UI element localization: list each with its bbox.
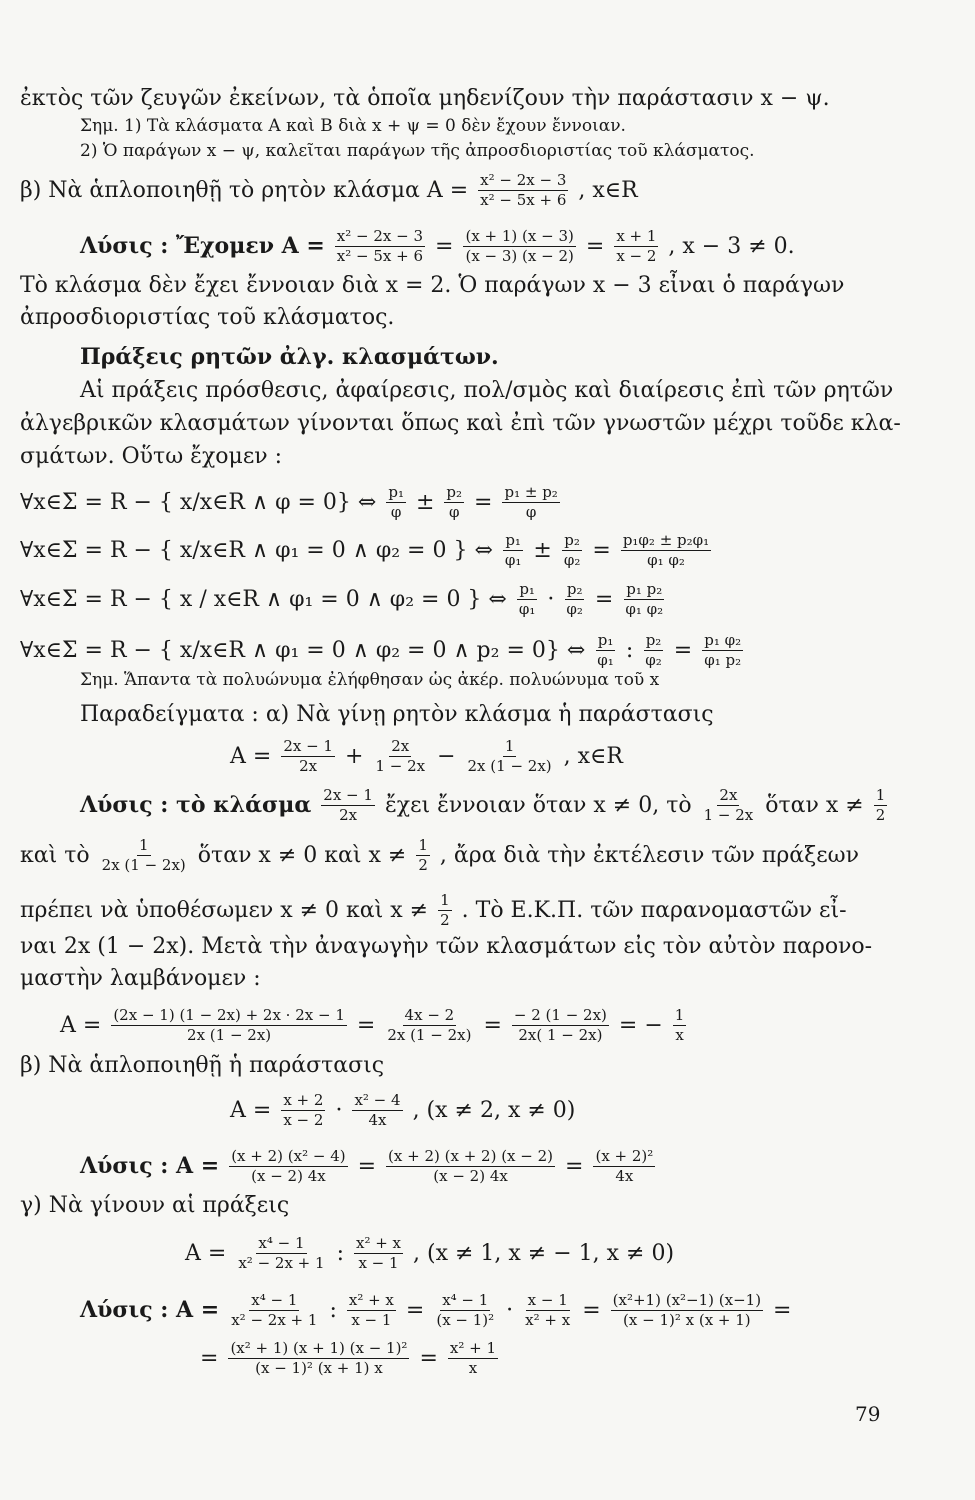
- denominator: 2x( 1 − 2x): [518, 1026, 603, 1045]
- text-segment: . Τὸ Ε.Κ.Π. τῶν παρανομαστῶν εἶ-: [461, 897, 847, 923]
- fraction: [281, 738, 335, 776]
- fraction: [478, 172, 568, 210]
- denominator: x² − 5x + 6: [480, 191, 567, 210]
- numerator: 2x − 1: [321, 787, 375, 806]
- numerator: x² − 2x − 3: [335, 228, 425, 247]
- formula-line: [200, 1340, 501, 1378]
- formula-line: [230, 738, 623, 776]
- text-segment: Λύσις : Α =: [80, 1296, 220, 1323]
- text-segment: =: [419, 1345, 438, 1371]
- text-segment: ·: [335, 1097, 343, 1123]
- fraction: [623, 581, 665, 619]
- formula-line: [60, 1007, 689, 1045]
- text-segment: =: [357, 1153, 377, 1179]
- text-segment: =: [773, 1297, 792, 1323]
- text-segment: =: [673, 637, 693, 663]
- fraction: [702, 632, 743, 670]
- numerator: (x + 1) (x − 3): [463, 228, 575, 247]
- numerator: 1: [503, 738, 517, 757]
- text-segment: ·: [547, 586, 555, 612]
- text-segment: = −: [618, 1012, 663, 1038]
- denominator: x² + x: [525, 1311, 571, 1330]
- text-segment: , (x ≠ 2, x ≠ 0): [412, 1097, 576, 1123]
- numerator: x⁴ − 1: [440, 1292, 490, 1311]
- numerator: x + 2: [281, 1092, 325, 1111]
- numerator: x² + x: [354, 1235, 403, 1254]
- numerator: (2x − 1) (1 − 2x) + 2x · 2x − 1: [111, 1007, 347, 1026]
- text-line: σμάτων. Οὕτω ἔχομεν :: [20, 444, 283, 469]
- formula-line: [80, 787, 890, 825]
- text-segment: , x∈R: [578, 177, 638, 203]
- denominator: φ₁: [518, 600, 536, 619]
- numerator: p₂: [444, 484, 464, 503]
- denominator: φ₁: [597, 651, 614, 670]
- text-segment: =: [435, 233, 454, 259]
- note-line: Σημ. Ἅπαντα τὰ πολυώνυμα ἐλήφθησαν ὡς ἀκέρ. πολυώνυμα τοῦ x: [80, 670, 660, 690]
- text-line: Αἱ πράξεις πρόσθεσις, ἀφαίρεσις, πολ/σμὸς καὶ διαίρεσις ἐπὶ τῶν ρητῶν: [80, 378, 894, 403]
- text-segment: πρέπει νὰ ὑποθέσωμεν x ≠ 0 καὶ x ≠: [20, 897, 429, 923]
- text-line: ἀλγεβρικῶν κλασμάτων γίνονται ὅπως καὶ ἐπὶ τῶν γνωστῶν μέχρι τοῦδε κλα-: [20, 411, 901, 436]
- denominator: 2x (1 − 2x): [387, 1026, 472, 1045]
- numerator: p₁: [503, 532, 523, 551]
- fraction: [347, 1292, 396, 1330]
- numerator: 1: [874, 787, 888, 806]
- note-line: Σημ. 1) Τὰ κλάσματα Α καὶ Β διὰ x + ψ = 0 δὲν ἔχουν ἔννοιαν.: [80, 116, 626, 136]
- text-segment: , x − 3 ≠ 0.: [668, 233, 795, 259]
- denominator: x: [675, 1026, 684, 1045]
- text-segment: =: [594, 586, 614, 612]
- numerator: p₁: [596, 632, 616, 651]
- numerator: p₁φ₂ ± p₂φ₁: [621, 532, 711, 551]
- denominator: φ: [448, 503, 460, 522]
- fraction: [621, 532, 711, 570]
- formula-line: [20, 892, 847, 930]
- text-segment: καὶ τὸ: [20, 842, 90, 868]
- fraction: [614, 228, 658, 266]
- fraction: [228, 1340, 409, 1378]
- fraction: [229, 1148, 347, 1186]
- denominator: 1 − 2x: [703, 806, 754, 825]
- fraction: [386, 484, 406, 522]
- text-segment: =: [200, 1345, 219, 1371]
- fraction: [562, 532, 583, 570]
- numerator: p₁ p₂: [624, 581, 664, 600]
- text-segment: =: [483, 1012, 502, 1038]
- numerator: x⁴ − 1: [256, 1235, 306, 1254]
- numerator: 1: [416, 837, 430, 856]
- text-segment: :: [336, 1240, 344, 1266]
- numerator: x² − 2x − 3: [478, 172, 568, 191]
- fraction: [236, 1235, 326, 1273]
- numerator: (x²+1) (x²−1) (x−1): [611, 1292, 763, 1311]
- denominator: x: [468, 1359, 478, 1378]
- text-segment: Α =: [60, 1012, 102, 1038]
- fraction: [874, 787, 888, 825]
- denominator: (x − 2) 4x: [433, 1167, 508, 1186]
- denominator: φ₂: [566, 600, 583, 619]
- fraction: [466, 738, 554, 776]
- formula-line: [20, 581, 668, 619]
- text-line: β) Νὰ ἁπλοποιηθῇ ἡ παράστασις: [20, 1053, 385, 1078]
- text-segment: , ἄρα διὰ τὴν ἐκτέλεσιν τῶν πράξεων: [439, 842, 859, 868]
- denominator: x − 2: [616, 247, 657, 266]
- text-segment: ±: [415, 489, 435, 515]
- text-segment: =: [582, 1297, 601, 1323]
- numerator: 1: [673, 1007, 687, 1026]
- numerator: 4x − 2: [403, 1007, 457, 1026]
- denominator: 1 − 2x: [375, 757, 426, 776]
- denominator: (x − 1)² (x + 1) x: [255, 1359, 383, 1378]
- text-segment: ∀x∈Σ = R − { x/x∈R ∧ φ₁ = 0 ∧ φ₂ = 0 ∧ p₂ = 0} ⇔: [20, 637, 586, 663]
- numerator: p₂: [562, 532, 582, 551]
- fraction: [352, 1092, 402, 1130]
- denominator: x² − 5x + 6: [336, 247, 424, 266]
- denominator: 2x (1 − 2x): [467, 757, 552, 776]
- text-segment: β) Νὰ ἁπλοποιηθῇ τὸ ρητὸν κλάσμα Α =: [20, 177, 469, 203]
- formula-line: [20, 484, 563, 522]
- text-segment: =: [565, 1153, 584, 1179]
- text-line: Τὸ κλάσμα δὲν ἔχει ἔννοιαν διὰ x = 2. Ὁ παράγων x − 3 εἶναι ὁ παράγων: [20, 273, 845, 298]
- fraction: [593, 1148, 655, 1186]
- fraction: [702, 787, 756, 825]
- fraction: [281, 1092, 325, 1130]
- fraction: [386, 1148, 555, 1186]
- examples-heading: Παραδείγματα : α) Νὰ γίνῃ ρητὸν κλάσμα ἡ παράστασις: [80, 702, 714, 727]
- fraction: [438, 892, 452, 930]
- text-segment: Α =: [230, 743, 272, 769]
- fraction: [100, 837, 188, 875]
- text-segment: ∀x∈Σ = R − { x/x∈R ∧ φ₁ = 0 ∧ φ₂ = 0 } ⇔: [20, 537, 493, 563]
- denominator: 4x: [615, 1167, 634, 1186]
- fraction: [335, 228, 425, 266]
- formula-line: [80, 1148, 658, 1186]
- text-line: μαστὴν λαμβάνομεν :: [20, 966, 261, 991]
- denominator: φ₁ p₂: [704, 651, 742, 670]
- fraction: [444, 484, 464, 522]
- text-segment: ·: [506, 1297, 514, 1323]
- numerator: x + 1: [614, 228, 658, 247]
- text-segment: ὅταν x ≠: [765, 792, 864, 818]
- denominator: x − 1: [351, 1311, 392, 1330]
- fraction: [463, 228, 575, 266]
- numerator: x − 1: [526, 1292, 570, 1311]
- fraction: [517, 581, 538, 619]
- numerator: − 2 (1 − 2x): [512, 1007, 609, 1026]
- fraction: [502, 484, 559, 522]
- denominator: φ₁ φ₂: [625, 600, 664, 619]
- numerator: (x + 2) (x² − 4): [229, 1148, 347, 1167]
- text-segment: Λύσις : τὸ κλάσμα: [80, 791, 312, 818]
- denominator: 2x (1 − 2x): [187, 1026, 272, 1045]
- text-segment: ἔχει ἔννοιαν ὅταν x ≠ 0, τὸ: [384, 792, 692, 818]
- denominator: x² − 2x + 1: [231, 1311, 318, 1330]
- text-segment: ±: [533, 537, 552, 563]
- text-segment: =: [356, 1012, 376, 1038]
- denominator: φ₁ φ₂: [647, 551, 685, 570]
- denominator: (x − 3) (x − 2): [465, 247, 574, 266]
- denominator: x − 1: [358, 1254, 399, 1273]
- fraction: [385, 1007, 473, 1045]
- fraction: [354, 1235, 403, 1273]
- denominator: x − 2: [283, 1111, 324, 1130]
- text-line: ἐκτὸς τῶν ζευγῶν ἐκείνων, τὰ ὁποῖα μηδενίζουν τὴν παράστασιν x − ψ.: [20, 86, 830, 111]
- denominator: x² − 2x + 1: [238, 1254, 325, 1273]
- text-segment: Λύσις : Α =: [80, 1152, 220, 1179]
- fraction: [373, 738, 427, 776]
- fraction: [434, 1292, 496, 1330]
- denominator: φ₂: [563, 551, 581, 570]
- formula-line: [80, 228, 795, 266]
- numerator: x² + 1: [448, 1340, 498, 1359]
- numerator: p₁: [517, 581, 537, 600]
- numerator: (x² + 1) (x + 1) (x − 1)²: [228, 1340, 409, 1359]
- formula-line: [20, 837, 859, 875]
- denominator: (x − 1)² x (x + 1): [623, 1311, 751, 1330]
- fraction: [611, 1292, 763, 1330]
- numerator: x² − 4: [352, 1092, 402, 1111]
- fraction: [512, 1007, 609, 1045]
- denominator: 2x: [339, 806, 358, 825]
- text-segment: :: [625, 637, 634, 663]
- numerator: 2x − 1: [281, 738, 335, 757]
- denominator: (x − 2) 4x: [251, 1167, 326, 1186]
- denominator: φ₁: [504, 551, 522, 570]
- text-segment: , (x ≠ 1, x ≠ − 1, x ≠ 0): [413, 1240, 675, 1266]
- text-segment: Α =: [230, 1097, 272, 1123]
- numerator: (x + 2)²: [593, 1148, 655, 1167]
- numerator: p₁: [386, 484, 406, 503]
- text-segment: −: [437, 743, 456, 769]
- fraction: [595, 632, 616, 670]
- numerator: p₁ ± p₂: [502, 484, 559, 503]
- text-segment: ∀x∈Σ = R − { x/x∈R ∧ φ = 0} ⇔: [20, 489, 377, 515]
- numerator: 2x: [717, 787, 739, 806]
- section-heading: Πράξεις ρητῶν ἀλγ. κλασμάτων.: [80, 344, 499, 370]
- denominator: 2: [875, 806, 886, 825]
- numerator: x⁴ − 1: [249, 1292, 299, 1311]
- fraction: [111, 1007, 347, 1045]
- fraction: [416, 837, 430, 875]
- numerator: p₂: [644, 632, 664, 651]
- denominator: 4x: [368, 1111, 387, 1130]
- fraction: [503, 532, 524, 570]
- denominator: φ: [525, 503, 537, 522]
- text-segment: Λύσις : Ἔχομεν Α =: [80, 232, 325, 259]
- numerator: x² + x: [347, 1292, 396, 1311]
- text-segment: =: [474, 489, 493, 515]
- formula-line: [20, 532, 714, 570]
- text-segment: :: [329, 1297, 337, 1323]
- text-line: γ) Νὰ γίνουν αἱ πράξεις: [20, 1193, 290, 1218]
- denominator: 2x: [299, 757, 318, 776]
- numerator: p₂: [565, 581, 585, 600]
- formula-line: [20, 172, 638, 210]
- text-segment: =: [585, 233, 605, 259]
- text-segment: , x∈R: [563, 743, 623, 769]
- denominator: φ: [390, 503, 402, 522]
- fraction: [564, 581, 585, 619]
- fraction: [448, 1340, 498, 1378]
- denominator: 2: [440, 911, 450, 930]
- fraction: [321, 787, 375, 825]
- text-line: ἀπροσδιοριστίας τοῦ κλάσματος.: [20, 305, 395, 330]
- text-segment: =: [592, 537, 611, 563]
- denominator: (x − 1)²: [436, 1311, 495, 1330]
- formula-line: [80, 1292, 791, 1330]
- formula-line: [230, 1092, 575, 1130]
- fraction: [643, 632, 664, 670]
- denominator: 2: [418, 856, 428, 875]
- text-segment: +: [344, 743, 364, 769]
- formula-line: [20, 632, 746, 670]
- denominator: 2x (1 − 2x): [101, 856, 186, 875]
- text-segment: ∀x∈Σ = R − { x / x∈R ∧ φ₁ = 0 ∧ φ₂ = 0 } ⇔: [20, 586, 507, 612]
- text-segment: =: [405, 1297, 425, 1323]
- numerator: 1: [137, 837, 151, 856]
- denominator: φ₂: [645, 651, 662, 670]
- numerator: p₁ φ₂: [702, 632, 743, 651]
- text-line: ναι 2x (1 − 2x). Μετὰ τὴν ἀναγωγὴν τῶν κλασμάτων εἰς τὸν αὐτὸν παρονο-: [20, 934, 873, 959]
- fraction: [229, 1292, 319, 1330]
- text-segment: Α =: [185, 1240, 227, 1266]
- numerator: (x + 2) (x + 2) (x − 2): [386, 1148, 555, 1167]
- numerator: 1: [438, 892, 452, 911]
- fraction: [523, 1292, 572, 1330]
- numerator: 2x: [389, 738, 411, 757]
- formula-line: [185, 1235, 674, 1273]
- note-line: 2) Ὁ παράγων x − ψ, καλεῖται παράγων τῆς ἀπροσδιοριστίας τοῦ κλάσματος.: [80, 141, 755, 161]
- fraction: [673, 1007, 687, 1045]
- text-segment: ὅταν x ≠ 0 καὶ x ≠: [197, 842, 407, 868]
- page-number: 79: [855, 1402, 881, 1426]
